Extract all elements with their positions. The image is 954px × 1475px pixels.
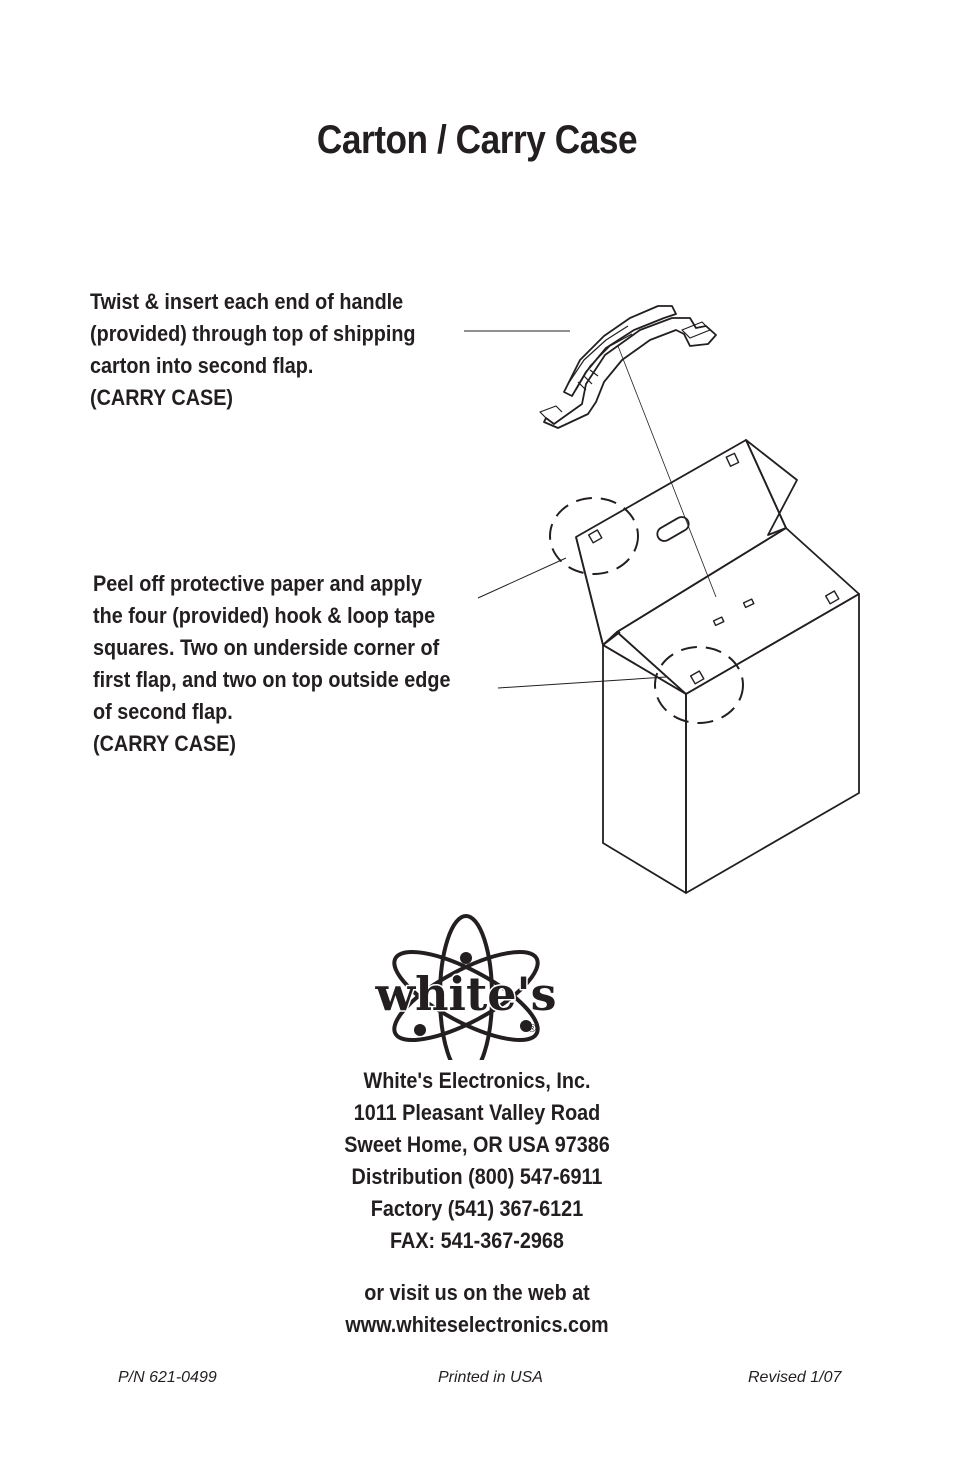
handle-icon <box>540 306 716 428</box>
tape-square <box>691 671 704 684</box>
company-distribution: Distribution (800) 547-6911 <box>351 1164 603 1189</box>
instruction-line: (provided) through top of shipping <box>90 321 416 346</box>
instruction-line: (CARRY CASE) <box>90 385 234 410</box>
carton-box <box>576 440 859 893</box>
web-intro: or visit us on the web at <box>364 1280 590 1305</box>
instruction-line: carton into second flap. <box>90 353 314 378</box>
company-city: Sweet Home, OR USA 97386 <box>344 1132 610 1157</box>
tape-leader-line-top <box>478 558 566 598</box>
web-url: www.whiteselectronics.com <box>345 1312 609 1337</box>
instruction-line: Twist & insert each end of handle <box>90 289 404 314</box>
slot <box>714 617 724 625</box>
instruction-line: squares. Two on underside corner of <box>93 635 440 660</box>
company-info <box>0 1065 954 1257</box>
web-info <box>0 1277 954 1341</box>
company-fax: FAX: 541-367-2968 <box>390 1228 564 1253</box>
revision-date: Revised 1/07 <box>748 1369 842 1386</box>
slot <box>744 599 754 607</box>
logo-wordmark: white's <box>375 967 557 1021</box>
tape-square <box>726 453 738 466</box>
page-title: Carton / Carry Case <box>316 118 638 162</box>
handle-guide-line <box>618 346 716 597</box>
company-address: 1011 Pleasant Valley Road <box>353 1100 601 1125</box>
registered-mark: ® <box>528 1023 537 1035</box>
instruction-line: of second flap. <box>93 699 233 724</box>
callout-circle-top <box>550 498 638 574</box>
company-factory: Factory (541) 367-6121 <box>370 1196 584 1221</box>
company-name: White's Electronics, Inc. <box>363 1068 591 1093</box>
printed-in: Printed in USA <box>438 1369 543 1386</box>
tape-leader-line-bottom <box>498 677 666 688</box>
tape-square <box>826 591 839 604</box>
tape-square <box>589 530 602 543</box>
instruction-line: Peel off protective paper and apply <box>93 571 422 596</box>
instruction-line: first flap, and two on top outside edge <box>93 667 451 692</box>
callout-circle-bottom <box>655 647 743 723</box>
instruction-line: (CARRY CASE) <box>93 731 237 756</box>
whites-logo <box>374 916 556 1060</box>
part-number: P/N 621-0499 <box>118 1369 217 1386</box>
instruction-line: the four (provided) hook & loop tape <box>93 603 436 628</box>
